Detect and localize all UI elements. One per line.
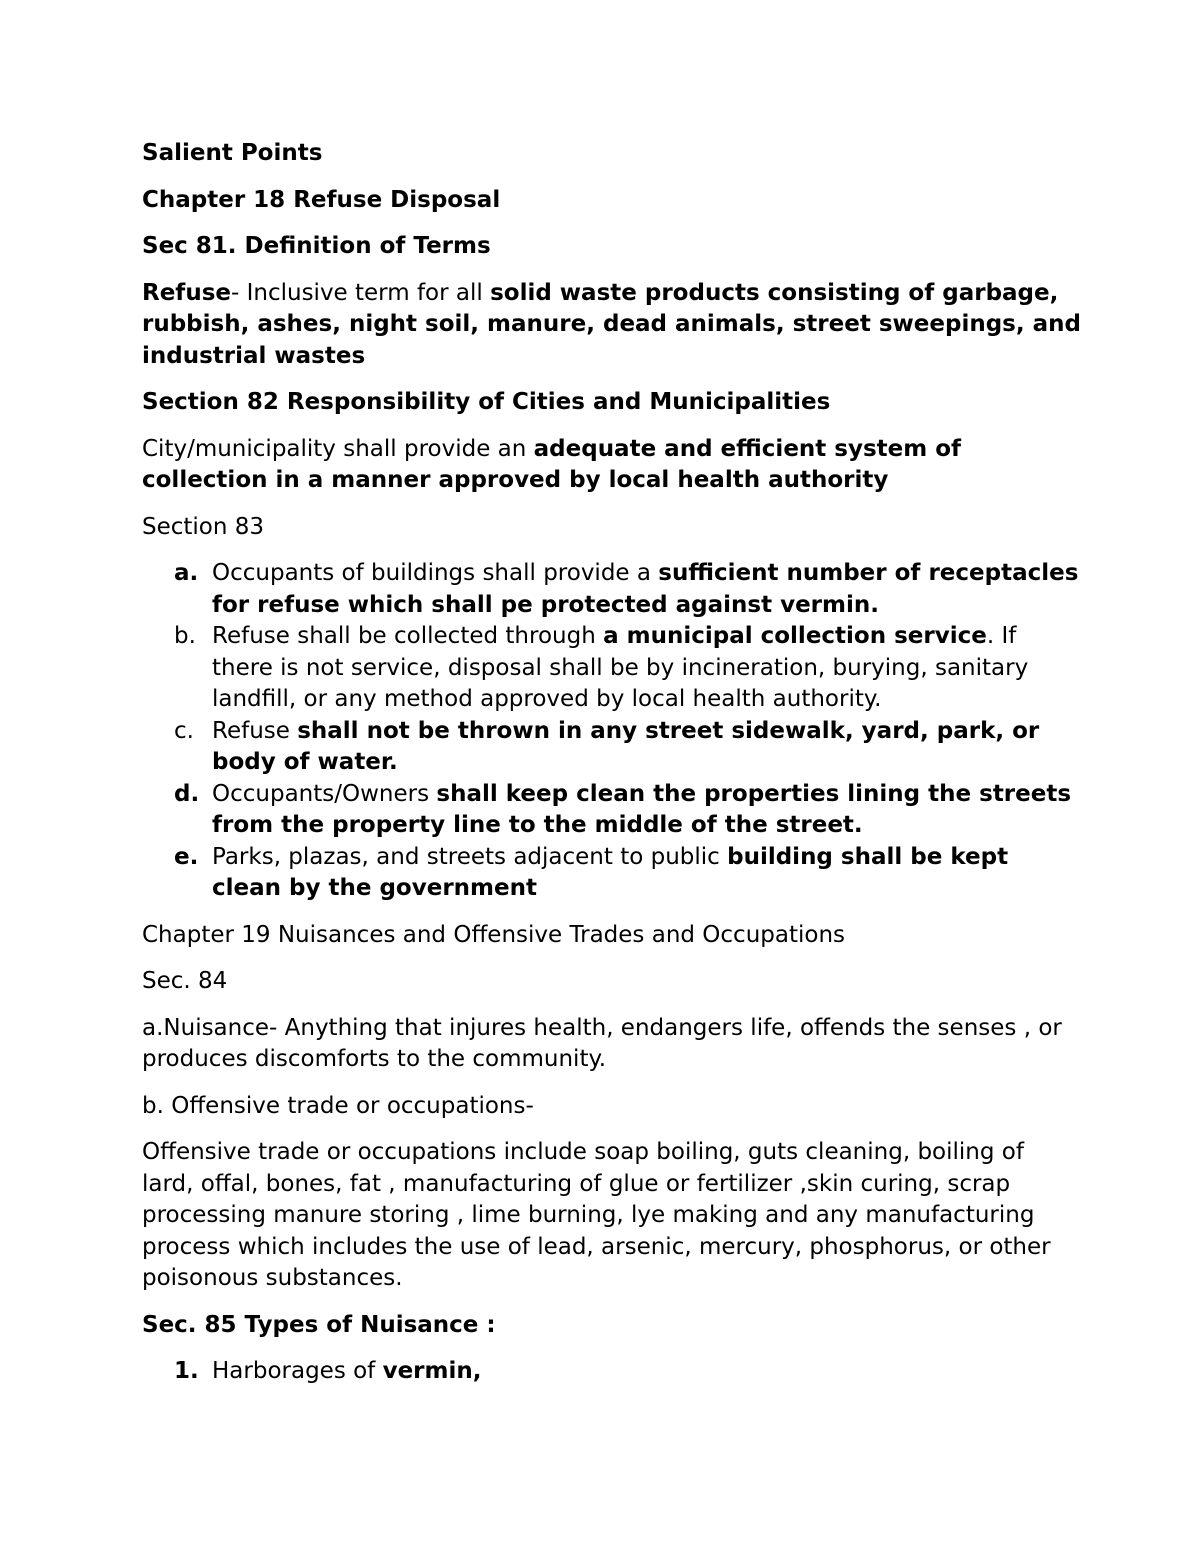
section-82-plain: City/municipality shall provide an <box>142 435 534 462</box>
item-plain: Parks, plazas, and streets adjacent to public <box>212 843 728 870</box>
section-85-item-1 <box>142 1356 1082 1388</box>
refuse-definition <box>142 278 1082 373</box>
section-83-item-c <box>142 716 1082 779</box>
section-84-offensive-body: Offensive trade or occupations include soap boiling, guts cleaning, boiling of lard, offal, bones, fat , manufacturing of glue or fertilizer ,skin curing, scrap processing manure storing , lime burning, lye making and any manufacturing process which includes the use of lead, arsenic, mercury, phosphorus, or other poisonous substances. <box>142 1139 1051 1291</box>
item-tail: . If there is not service, disposal shall be by incineration, burying, sanitary landfill, or any method approved by local health authority. <box>212 623 1029 712</box>
document-title: Salient Points <box>142 140 323 166</box>
section-82-emphasis: adequate and efficient system of collection in a manner approved by local health authority <box>142 435 962 493</box>
item-plain: Occupants/Owners <box>212 780 437 807</box>
item-emphasis: building shall be kept clean by the government <box>212 843 1009 901</box>
item-emphasis: vermin, <box>382 1358 482 1384</box>
section-83-item-d <box>142 779 1082 842</box>
item-emphasis: sufficient number of receptacles for refuse which shall pe protected against vermin. <box>212 560 1079 618</box>
section-83-list <box>142 558 1082 905</box>
list-marker: a. <box>174 560 199 586</box>
list-marker: c. <box>174 717 194 744</box>
item-plain: Harborages of <box>212 1358 383 1384</box>
item-plain: Refuse <box>212 717 298 744</box>
document-page <box>142 138 1082 1388</box>
section-81-heading: Sec 81. Definition of Terms <box>142 233 491 259</box>
refuse-definition-intro: - Inclusive term for all <box>230 279 491 306</box>
item-plain: Occupants of buildings shall provide a <box>212 560 659 586</box>
section-85-list <box>142 1356 1082 1388</box>
refuse-definition-emphasis: solid waste products consisting of garbage, rubbish, ashes, night soil, manure, dead animals, street sweepings, and industrial wastes <box>142 279 1081 369</box>
section-83-heading: Section 83 <box>142 513 265 540</box>
item-emphasis: shall keep clean the properties lining the streets from the property line to the middle of the street. <box>212 780 1072 838</box>
section-82-body <box>142 434 1082 497</box>
item-emphasis: a municipal collection service <box>603 623 987 649</box>
list-marker: 1. <box>174 1358 199 1384</box>
chapter-19-heading: Chapter 19 Nuisances and Offensive Trades and Occupations <box>142 921 846 948</box>
section-84-offensive-heading: b. Offensive trade or occupations- <box>142 1092 534 1119</box>
list-marker: d. <box>174 780 200 807</box>
refuse-term: Refuse <box>142 279 231 306</box>
section-83-item-a <box>142 558 1082 621</box>
section-84-nuisance: a.Nuisance- Anything that injures health, endangers life, offends the senses , or produces discomforts to the community. <box>142 1014 1062 1072</box>
item-plain: Refuse shall be collected through <box>212 623 604 649</box>
section-83-item-b <box>142 621 1082 716</box>
section-84-heading: Sec. 84 <box>142 968 228 994</box>
list-marker: e. <box>174 843 199 870</box>
section-82-heading: Section 82 Responsibility of Cities and Municipalities <box>142 389 831 415</box>
list-marker: b. <box>174 623 196 649</box>
chapter-18-heading: Chapter 18 Refuse Disposal <box>142 186 501 213</box>
section-85-heading: Sec. 85 Types of Nuisance : <box>142 1311 496 1338</box>
section-83-item-e <box>142 842 1082 905</box>
item-emphasis: shall not be thrown in any street sidewalk, yard, park, or body of water. <box>212 717 1040 775</box>
